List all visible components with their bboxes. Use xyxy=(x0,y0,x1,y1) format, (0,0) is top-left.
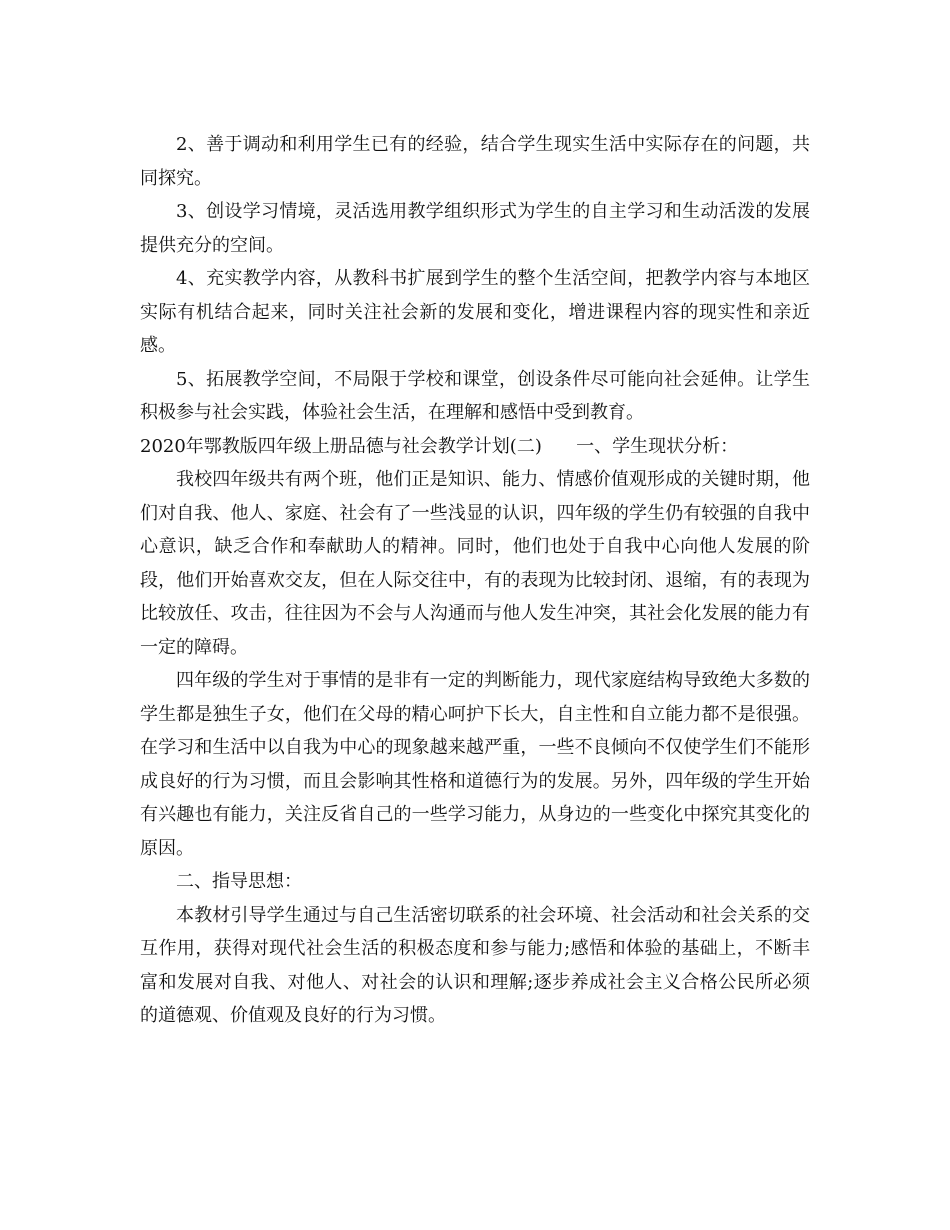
paragraph-student-situation-1: 我校四年级共有两个班，他们正是知识、能力、情感价值观形成的关键时期，他们对自我、他人、家庭、社会有了一些浅显的认识，四年级的学生仍有较强的自我中心意识，缺乏合作和奉献助人的精神。同时，他们也处于自我中心向他人发展的阶段，他们开始喜欢交友，但在人际交往中，有的表现为比较封闭、退缩，有的表现为比较放任、攻击，往往因为不会与人沟通而与他人发生冲突，其社会化发展的能力有一定的障碍。 xyxy=(140,469,810,658)
paragraph-teaching-point-3: 3、创设学习情境，灵活选用教学组织形式为学生的自主学习和生动活泼的发展提供充分的空间。 xyxy=(140,201,810,256)
paragraph-guiding-ideology: 本教材引导学生通过与自己生活密切联系的社会环境、社会活动和社会关系的交互作用，获得对现代社会生活的积极态度和参与能力;感悟和体验的基础上，不断丰富和发展对自我、对他人、对社会的认识和理解;逐步养成社会主义合格公民所必须的道德观、价值观及良好的行为习惯。 xyxy=(140,904,810,1026)
section-heading-guiding-ideology: 二、指导思想： xyxy=(176,871,302,892)
paragraph-teaching-point-2: 2、善于调动和利用学生已有的经验，结合学生现实生活中实际存在的问题，共同探究。 xyxy=(140,134,810,189)
section-heading-plan-two: 2020年鄂教版四年级上册品德与社会教学计划(二) 一、学生现状分析： xyxy=(140,435,739,457)
document-page xyxy=(140,128,810,1033)
paragraph-student-situation-2: 四年级的学生对于事情的是非有一定的判断能力，现代家庭结构导致绝大多数的学生都是独生子女，他们在父母的精心呵护下长大，自主性和自立能力都不是很强。在学习和生活中以自我为中心的现象越来越严重，一些不良倾向不仅使学生们不能形成良好的行为习惯，而且会影响其性格和道德行为的发展。另外，四年级的学生开始有兴趣也有能力，关注反省自己的一些学习能力，从身边的一些变化中探究其变化的原因。 xyxy=(140,670,810,859)
paragraph-teaching-point-4: 4、充实教学内容，从教科书扩展到学生的整个生活空间，把教学内容与本地区实际有机结合起来，同时关注社会新的发展和变化，增进课程内容的现实性和亲近感。 xyxy=(140,268,810,356)
paragraph-teaching-point-5: 5、拓展教学空间，不局限于学校和课堂，创设条件尽可能向社会延伸。让学生积极参与社会实践，体验社会生活，在理解和感悟中受到教育。 xyxy=(140,368,810,423)
